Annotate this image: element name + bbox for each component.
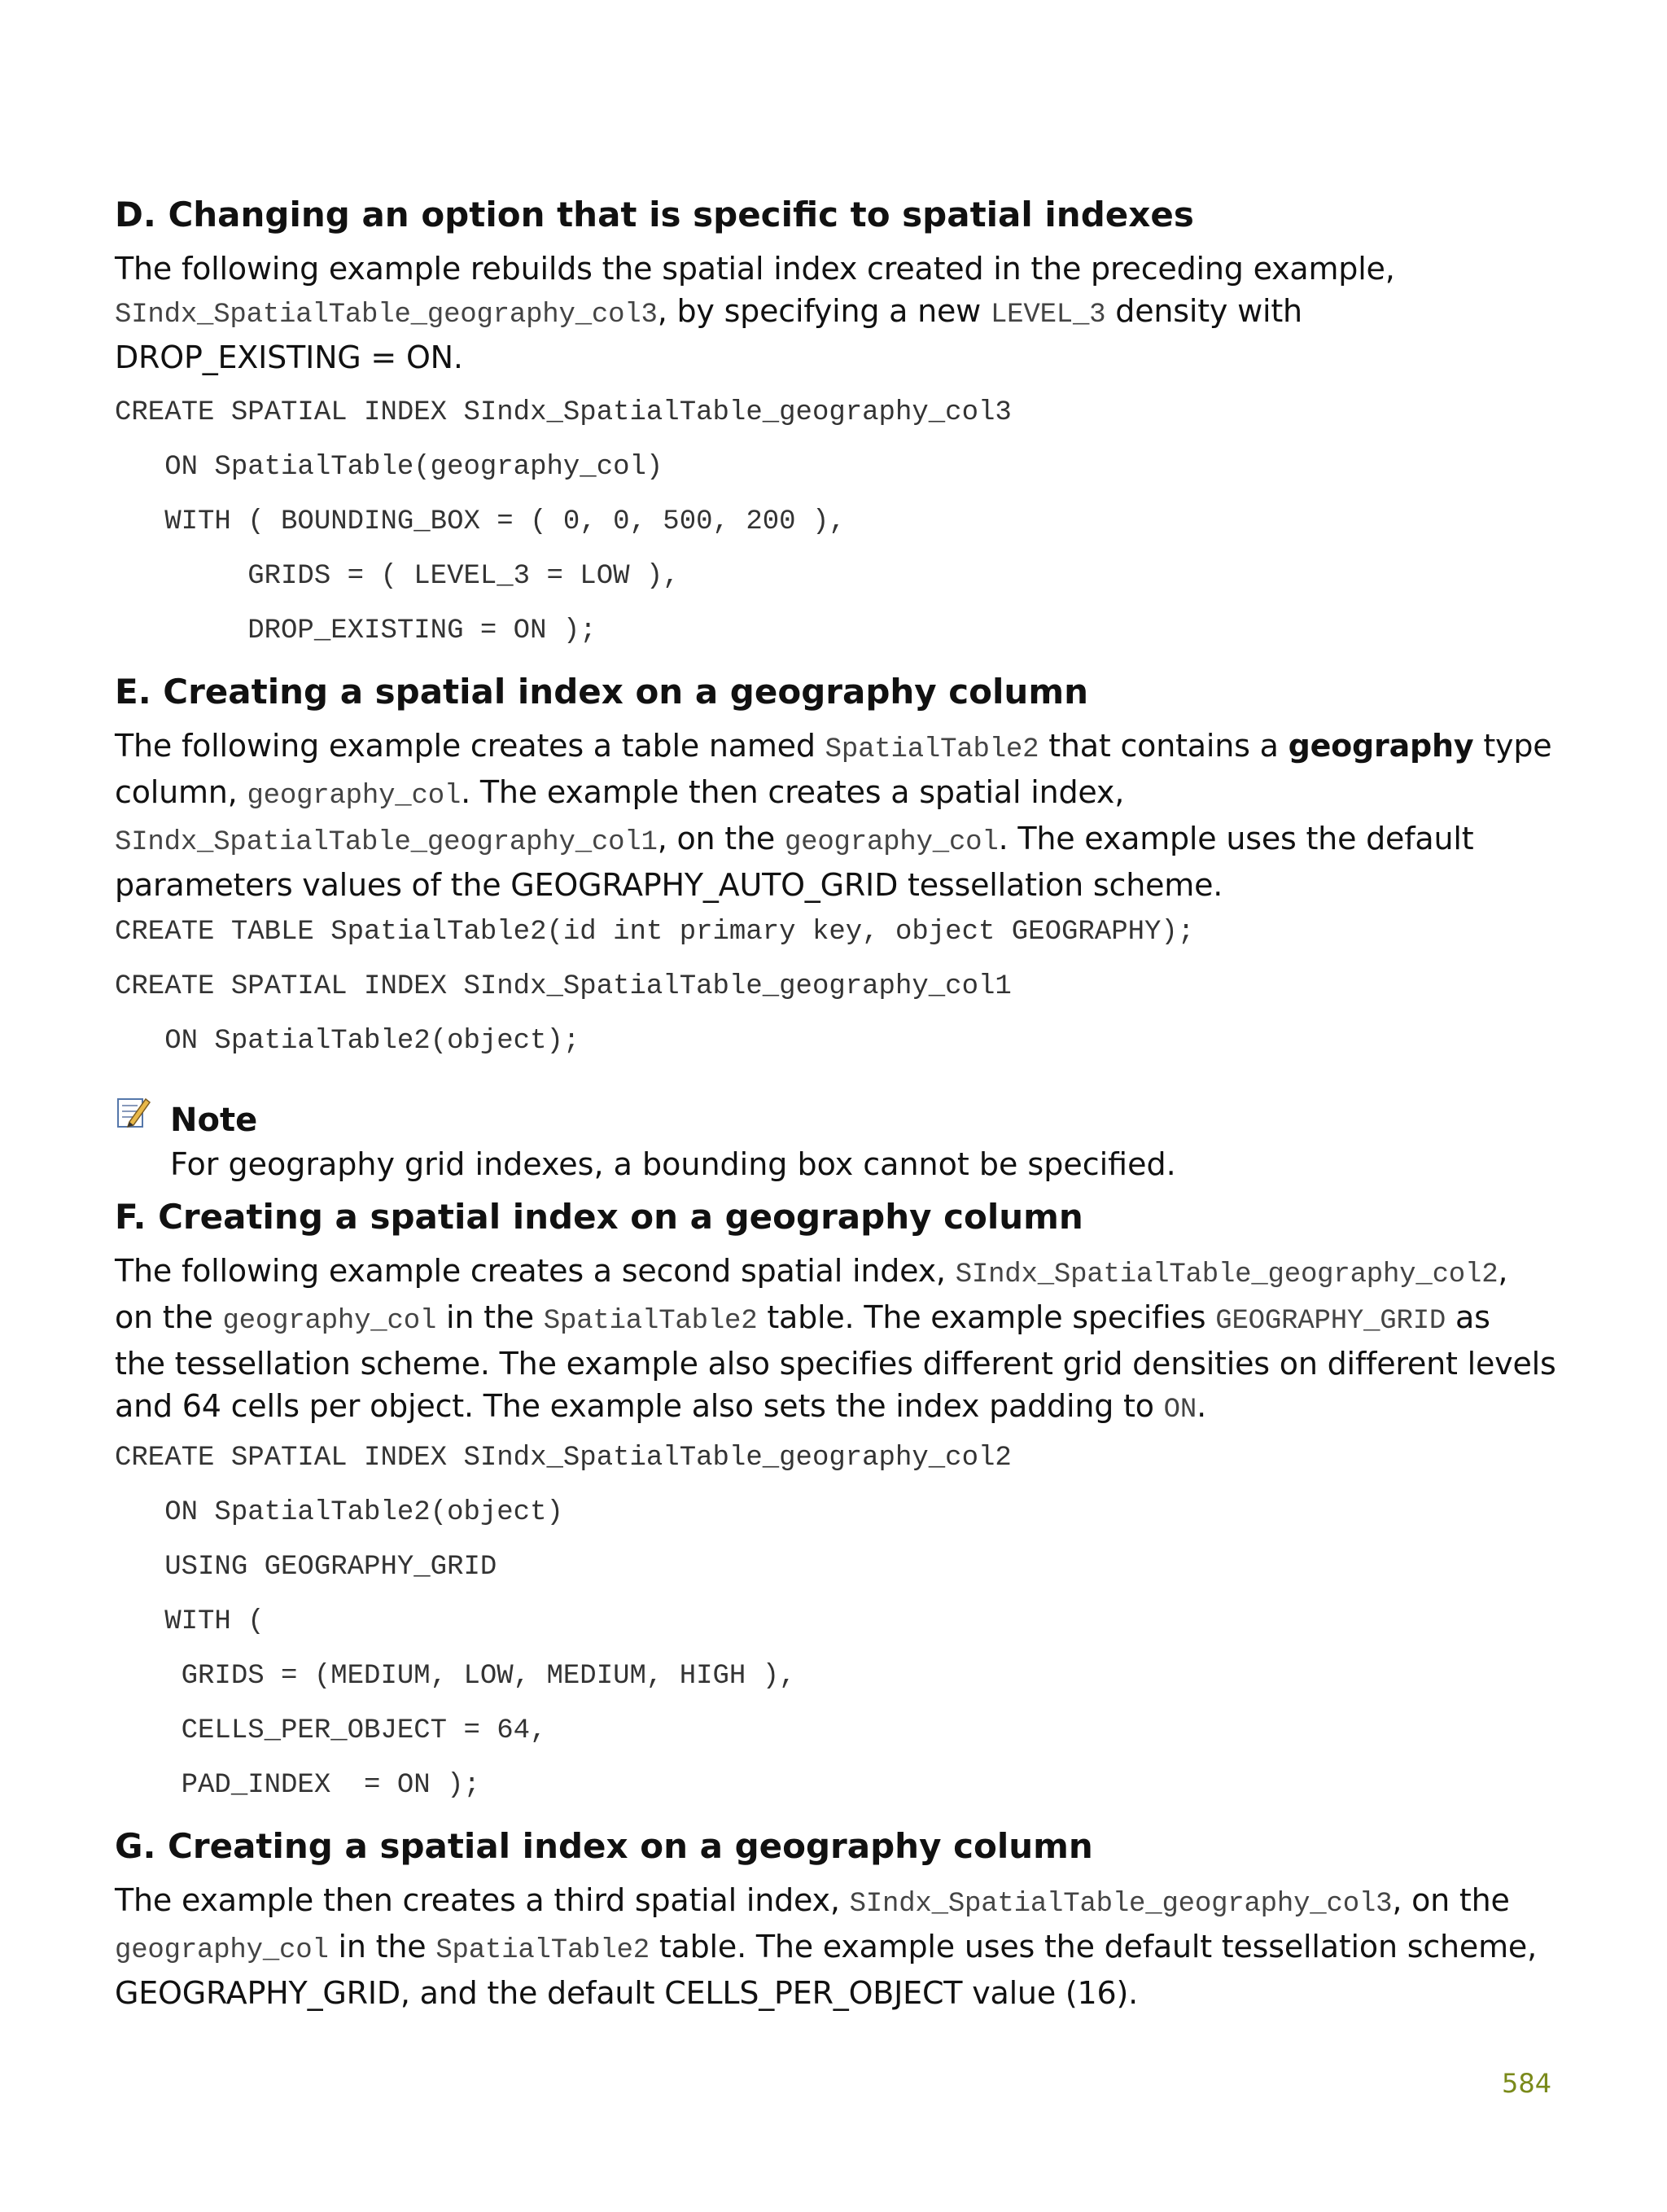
- inline-code: geography_col: [115, 1935, 329, 1966]
- section-f-line-3: the tessellation scheme. The example also specifies different grid densities on different levels: [115, 1346, 1556, 1382]
- text-run: . The example uses the default: [998, 821, 1474, 856]
- code-line: CREATE TABLE SpatialTable2(id int primary key, object GEOGRAPHY);: [115, 917, 1195, 948]
- inline-code: SIndx_SpatialTable_geography_col3: [849, 1889, 1393, 1920]
- text-run: in the: [436, 1299, 544, 1335]
- code-line: WITH ( BOUNDING_BOX = ( 0, 0, 500, 200 ),: [115, 506, 846, 537]
- inline-code: SIndx_SpatialTable_geography_col3: [115, 300, 658, 331]
- code-line: ON SpatialTable(geography_col): [115, 452, 663, 483]
- section-d-line-1: The following example rebuilds the spatial index created in the preceding example,: [115, 251, 1395, 287]
- section-g-line-3: GEOGRAPHY_GRID, and the default CELLS_PER_OBJECT value (16).: [115, 1975, 1138, 2011]
- text-run: in the: [328, 1929, 436, 1965]
- bold-term: geography: [1288, 728, 1474, 764]
- inline-code: ON: [1163, 1395, 1197, 1426]
- code-line: ON SpatialTable2(object): [115, 1497, 563, 1528]
- code-line: PAD_INDEX = ON );: [115, 1770, 480, 1801]
- section-d-heading: D. Changing an option that is specific to spatial indexes: [115, 195, 1194, 234]
- code-line: CREATE SPATIAL INDEX SIndx_SpatialTable_geography_col3: [115, 397, 1012, 428]
- code-line: ON SpatialTable2(object);: [115, 1026, 580, 1057]
- inline-code: SIndx_SpatialTable_geography_col2: [955, 1259, 1499, 1290]
- text-run: on the: [115, 1299, 223, 1335]
- inline-code: geography_col: [247, 781, 462, 812]
- section-e-heading: E. Creating a spatial index on a geography column: [115, 672, 1088, 712]
- text-run: type: [1473, 728, 1552, 764]
- text-run: .: [1197, 1388, 1206, 1424]
- text-run: The following example creates a table named: [115, 728, 825, 764]
- text-run: , by specifying a new: [657, 293, 991, 329]
- inline-code: GEOGRAPHY_GRID: [1215, 1306, 1446, 1337]
- code-line: CREATE SPATIAL INDEX SIndx_SpatialTable_geography_col2: [115, 1443, 1012, 1474]
- code-line: GRIDS = ( LEVEL_3 = LOW ),: [115, 561, 680, 592]
- section-g-line-1: [115, 1879, 1547, 1925]
- section-e-line-4: parameters values of the GEOGRAPHY_AUTO_GRID tessellation scheme.: [115, 867, 1223, 903]
- text-run: column,: [115, 774, 247, 810]
- inline-code: geography_col: [784, 827, 999, 858]
- section-d-line-3: DROP_EXISTING = ON.: [115, 339, 463, 375]
- code-line: GRIDS = (MEDIUM, LOW, MEDIUM, HIGH ),: [115, 1661, 796, 1692]
- text-run: table. The example specifies: [757, 1299, 1216, 1335]
- code-line: USING GEOGRAPHY_GRID: [115, 1552, 497, 1583]
- inline-code: SpatialTable2: [825, 734, 1039, 765]
- text-run: , on the: [1392, 1882, 1510, 1918]
- page-number: 584: [1502, 2068, 1552, 2099]
- section-f-paragraph: [115, 1250, 1556, 1431]
- note-pencil-icon: [115, 1094, 151, 1130]
- text-run: ,: [1498, 1253, 1508, 1289]
- note-text: For geography grid indexes, a bounding box cannot be specified.: [170, 1146, 1176, 1182]
- code-line: CREATE SPATIAL INDEX SIndx_SpatialTable_geography_col1: [115, 971, 1012, 1002]
- code-line: DROP_EXISTING = ON );: [115, 615, 597, 646]
- section-e-line-3: [115, 817, 1547, 864]
- code-line: WITH (: [115, 1606, 265, 1637]
- section-f-line-1: [115, 1250, 1547, 1296]
- section-f-heading: F. Creating a spatial index on a geography column: [115, 1197, 1083, 1237]
- inline-code: SpatialTable2: [435, 1935, 650, 1966]
- text-run: density with: [1105, 293, 1302, 329]
- section-g-paragraph: [115, 1879, 1547, 2014]
- section-g-line-2: [115, 1925, 1547, 1972]
- inline-code: SpatialTable2: [543, 1306, 758, 1337]
- note-title: Note: [170, 1102, 258, 1139]
- text-run: table. The example uses the default tessellation scheme,: [649, 1929, 1537, 1965]
- code-line: CELLS_PER_OBJECT = 64,: [115, 1715, 547, 1746]
- text-run: as: [1446, 1299, 1490, 1335]
- section-e-paragraph: [115, 725, 1552, 906]
- text-run: . The example then creates a spatial index,: [461, 774, 1125, 810]
- section-e-line-1: [115, 725, 1552, 771]
- inline-code: SIndx_SpatialTable_geography_col1: [115, 827, 658, 858]
- section-f-line-4: [115, 1385, 1547, 1431]
- inline-code: geography_col: [222, 1306, 437, 1337]
- section-d-line-2: [115, 290, 1547, 336]
- text-run: that contains a: [1039, 728, 1289, 764]
- text-run: , on the: [657, 821, 785, 856]
- inline-code: LEVEL_3: [990, 300, 1106, 331]
- section-e-line-2: [115, 771, 1547, 817]
- text-run: The following example creates a second spatial index,: [115, 1253, 956, 1289]
- section-d-paragraph: [115, 247, 1547, 379]
- text-run: and 64 cells per object. The example also sets the index padding to: [115, 1388, 1164, 1424]
- section-f-line-2: [115, 1296, 1547, 1343]
- text-run: The example then creates a third spatial index,: [115, 1882, 850, 1918]
- section-g-heading: G. Creating a spatial index on a geography column: [115, 1826, 1093, 1866]
